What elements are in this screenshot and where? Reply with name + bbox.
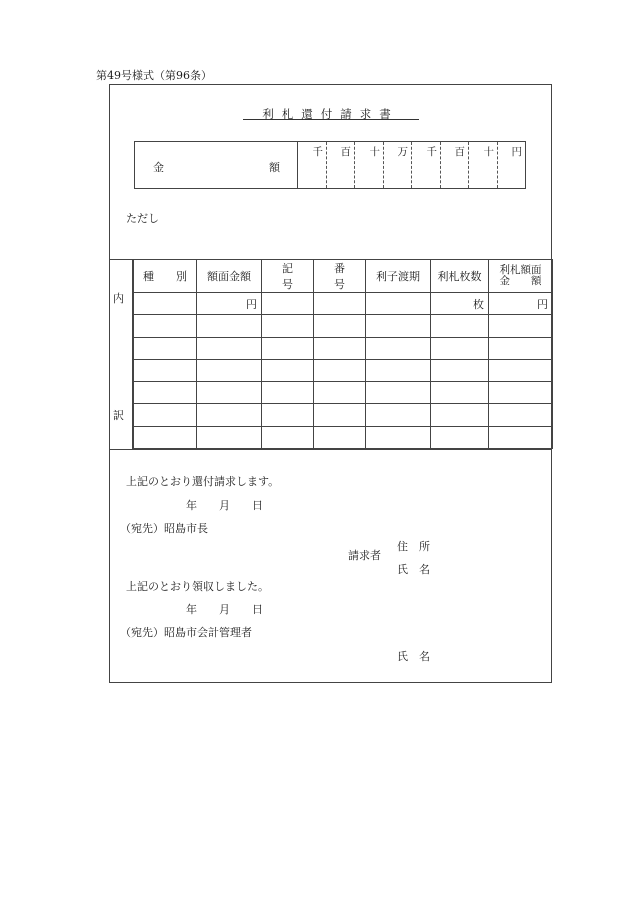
digit-unit: 円 <box>511 146 522 158</box>
tadashi-label: ただし <box>126 212 159 225</box>
table-cell[interactable] <box>489 315 553 337</box>
amount-label-right: 額 <box>269 161 280 174</box>
header-coupon-amount <box>489 260 553 293</box>
table-cell[interactable] <box>197 426 262 448</box>
breakdown-side-top: 内 <box>113 292 124 305</box>
breakdown-table <box>133 259 553 449</box>
table-cell[interactable] <box>314 426 366 448</box>
request-statement: 上記のとおり還付請求します。 <box>126 475 280 488</box>
table-cell[interactable] <box>262 426 314 448</box>
address-label[interactable]: 住 所 <box>397 540 430 553</box>
header-coupon-amount-bottom: 金 額 <box>499 275 542 287</box>
table-cell[interactable] <box>431 359 489 381</box>
table-cell[interactable] <box>262 382 314 404</box>
table-row <box>134 293 553 315</box>
table-cell[interactable] <box>366 426 431 448</box>
digit-cell[interactable] <box>298 142 327 188</box>
table-row <box>134 426 553 448</box>
amount-label-left: 金 <box>153 161 164 174</box>
form-title: 利札還付請求書 <box>262 107 399 121</box>
table-cell[interactable] <box>489 426 553 448</box>
table-cell[interactable] <box>262 293 314 315</box>
table-row <box>134 337 553 359</box>
digit-unit: 十 <box>483 146 494 158</box>
table-cell[interactable] <box>197 404 262 426</box>
table-cell[interactable] <box>134 293 197 315</box>
table-cell[interactable] <box>366 404 431 426</box>
table-cell[interactable] <box>262 404 314 426</box>
table-cell[interactable] <box>314 404 366 426</box>
table-cell[interactable] <box>314 315 366 337</box>
receipt-statement: 上記のとおり領収しました。 <box>126 580 269 593</box>
table-cell[interactable] <box>314 293 366 315</box>
digit-unit: 万 <box>397 146 408 158</box>
amount-box <box>134 141 526 189</box>
receipt-date[interactable]: 年 月 日 <box>186 603 263 616</box>
table-cell[interactable] <box>489 337 553 359</box>
digit-cell[interactable] <box>498 142 525 188</box>
digit-unit: 百 <box>454 146 465 158</box>
section-divider <box>109 449 552 450</box>
table-row <box>134 315 553 337</box>
request-date[interactable]: 年 月 日 <box>186 499 263 512</box>
table-cell[interactable] <box>134 404 197 426</box>
table-cell[interactable] <box>366 293 431 315</box>
header-interest-date: 利子渡期 <box>366 260 431 293</box>
requester-label: 請求者 <box>348 549 381 562</box>
digit-cell[interactable] <box>412 142 441 188</box>
request-addressee: （宛先）昭島市長 <box>120 522 208 535</box>
table-row <box>134 382 553 404</box>
digit-cell[interactable] <box>355 142 384 188</box>
table-cell[interactable] <box>197 315 262 337</box>
table-cell[interactable] <box>489 359 553 381</box>
table-cell[interactable] <box>197 337 262 359</box>
table-cell[interactable] <box>489 382 553 404</box>
table-cell[interactable] <box>489 404 553 426</box>
table-cell[interactable] <box>431 382 489 404</box>
header-face-amount: 額面金額 <box>197 260 262 293</box>
table-cell[interactable] <box>134 382 197 404</box>
table-cell[interactable] <box>431 426 489 448</box>
table-cell[interactable] <box>431 404 489 426</box>
table-cell[interactable] <box>262 337 314 359</box>
table-cell[interactable] <box>314 382 366 404</box>
digit-cell[interactable] <box>384 142 412 188</box>
header-coupon-amount-top: 利札額面 <box>499 264 542 276</box>
table-cell[interactable] <box>431 315 489 337</box>
table-cell[interactable]: 枚 <box>431 293 489 315</box>
digit-unit: 十 <box>369 146 380 158</box>
digit-unit: 千 <box>312 146 323 158</box>
table-cell[interactable] <box>314 359 366 381</box>
table-cell[interactable] <box>431 337 489 359</box>
digit-cell[interactable] <box>327 142 355 188</box>
table-row <box>134 404 553 426</box>
table-cell[interactable] <box>366 359 431 381</box>
table-cell[interactable] <box>262 359 314 381</box>
form-number-label: 第49号様式（第96条） <box>96 69 212 82</box>
table-cell[interactable] <box>366 315 431 337</box>
table-cell[interactable] <box>134 359 197 381</box>
table-row <box>134 359 553 381</box>
header-coupon-count: 利札枚数 <box>431 260 489 293</box>
receipt-addressee: （宛先）昭島市会計管理者 <box>120 626 252 639</box>
table-cell[interactable] <box>134 315 197 337</box>
table-cell[interactable] <box>134 337 197 359</box>
digit-unit: 千 <box>426 146 437 158</box>
table-cell[interactable] <box>366 337 431 359</box>
table-header-row <box>134 260 553 293</box>
header-symbol: 記 号 <box>262 260 314 293</box>
table-cell[interactable] <box>314 337 366 359</box>
header-kind: 種 別 <box>134 260 197 293</box>
breakdown-side-bottom: 訳 <box>113 409 124 422</box>
table-cell[interactable] <box>262 315 314 337</box>
digit-cell[interactable] <box>441 142 469 188</box>
table-cell[interactable] <box>197 382 262 404</box>
receipt-name-label[interactable]: 氏 名 <box>397 650 430 663</box>
table-cell[interactable] <box>197 359 262 381</box>
table-cell[interactable] <box>134 426 197 448</box>
title-underline <box>243 119 419 120</box>
digit-unit: 百 <box>340 146 351 158</box>
table-cell[interactable]: 円 <box>489 293 553 315</box>
table-cell[interactable]: 円 <box>197 293 262 315</box>
header-number: 番 号 <box>314 260 366 293</box>
table-cell[interactable] <box>366 382 431 404</box>
digit-cell[interactable] <box>469 142 498 188</box>
amount-label-cell <box>135 142 298 188</box>
name-label[interactable]: 氏 名 <box>397 563 430 576</box>
